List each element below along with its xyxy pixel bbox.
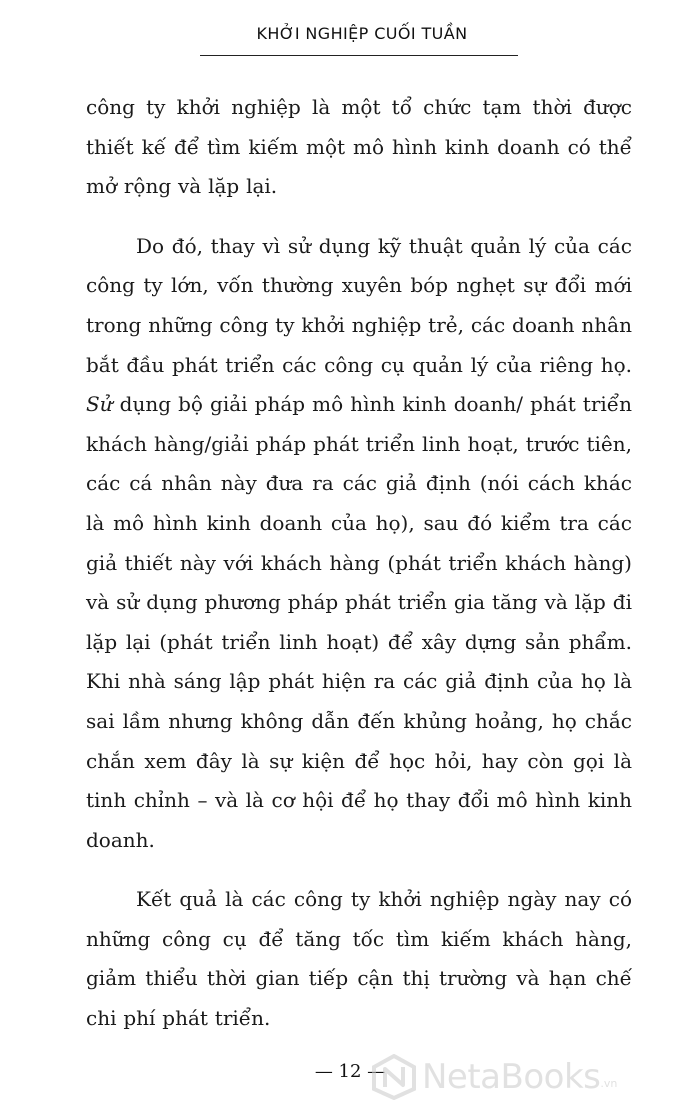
watermark (372, 1052, 694, 1102)
watermark-suffix: .vn (600, 1077, 618, 1090)
netabooks-logo-icon (372, 1054, 416, 1100)
paragraph-2-italic: Sử (86, 392, 113, 417)
paragraph-2-part-2: dụng bộ giải pháp mô hình kinh doanh/ phát triển khách hàng/giải pháp phát triển linh hoạt, trước tiên, các cá nhân này đưa ra các giả định (nói cách khác là mô hình kinh doanh của họ), sau đó kiểm tra các giả thiết này với khách hàng (phát triển khách hàng) và sử dụng phương pháp phát triển gia tăng và lặp đi lặp lại (phát triển linh hoạt) để xây dựng sản phẩm. Khi nhà sáng lập phát hiện ra các giả định của họ là sai lầm nhưng không dẫn đến khủng hoảng, họ chắc chắn xem đây là sự kiện để học hỏi, hay còn gọi là tinh chỉnh – và là cơ hội để họ thay đổi mô hình kinh doanh. (86, 392, 632, 852)
header-rule (200, 55, 518, 56)
body-text (86, 88, 632, 1039)
watermark-brand: NetaBooks (422, 1057, 601, 1097)
paragraph-2 (86, 227, 632, 861)
paragraph-1: công ty khởi nghiệp là một tổ chức tạm thời được thiết kế để tìm kiếm một mô hình kinh doanh có thể mở rộng và lặp lại. (86, 95, 632, 199)
page-number: — 12 — (314, 1061, 386, 1082)
paragraph-3: Kết quả là các công ty khởi nghiệp ngày nay có những công cụ để tăng tốc tìm kiếm khách hàng, giảm thiểu thời gian tiếp cận thị trường và hạn chế chi phí phát triển. (86, 887, 632, 1031)
paragraph-2-part-1: Do đó, thay vì sử dụng kỹ thuật quản lý của các công ty lớn, vốn thường xuyên bóp nghẹt sự đổi mới trong những công ty khởi nghiệp trẻ, các doanh nhân bắt đầu phát triển các công cụ quản lý của riêng họ. (86, 233, 632, 377)
running-header-title: KHỞI NGHIỆP CUỐI TUẦN (256, 24, 468, 43)
